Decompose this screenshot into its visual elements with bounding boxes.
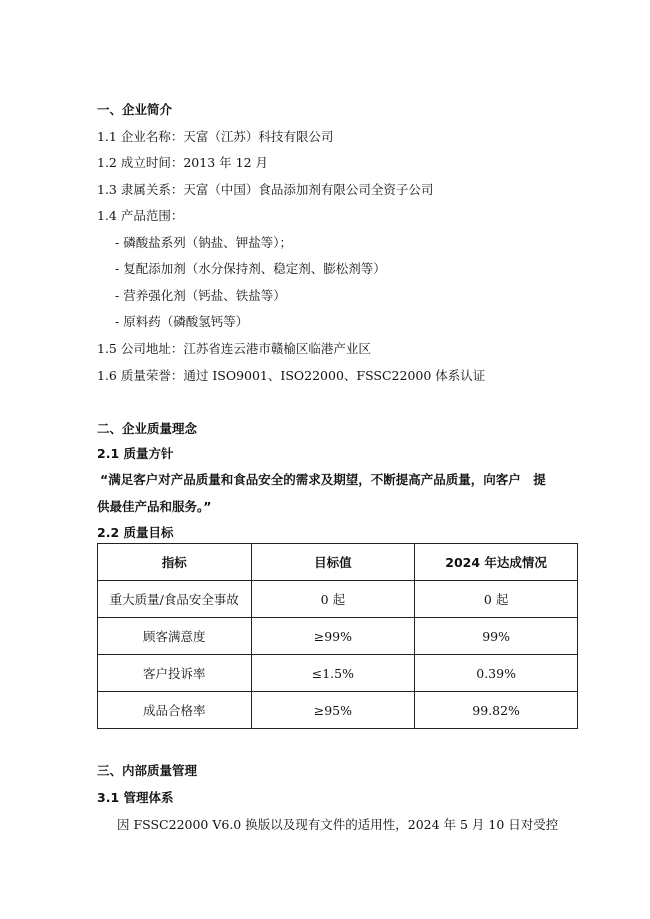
table-cell: 顾客满意度 bbox=[98, 618, 252, 655]
company-name: 1.1 企业名称：天富（江苏）科技有限公司 bbox=[97, 129, 334, 144]
table-cell: 成品合格率 bbox=[98, 692, 252, 729]
quality-honors: 1.6 质量荣誉：通过 ISO9001、ISO22000、FSSC22000 体系认证 bbox=[97, 368, 486, 383]
founding-date: 1.2 成立时间：2013 年 12 月 bbox=[97, 155, 268, 170]
management-system-heading: 3.1 管理体系 bbox=[97, 790, 174, 805]
management-system-text: 因 FSSC22000 V6.0 换版以及现有文件的适用性，2024 年 5 月 10 日对受控 bbox=[117, 817, 559, 832]
table-cell: ≥99% bbox=[251, 618, 415, 655]
section-2-title: 二、企业质量理念 bbox=[97, 421, 198, 436]
quality-policy-heading: 2.1 质量方针 bbox=[97, 446, 174, 461]
table-row bbox=[98, 581, 578, 618]
table-header-row bbox=[98, 544, 578, 581]
section-3-title: 三、内部质量管理 bbox=[97, 763, 198, 778]
quality-policy-text: 供最佳产品和服务。” bbox=[97, 499, 212, 514]
product-item: - 磷酸盐系列（钠盐、钾盐等）； bbox=[115, 235, 292, 250]
quality-goals-table bbox=[97, 543, 578, 729]
table-cell: 99% bbox=[415, 618, 578, 655]
table-row bbox=[98, 618, 578, 655]
quality-goals-heading: 2.2 质量目标 bbox=[97, 525, 174, 540]
table-cell: 99.82% bbox=[415, 692, 578, 729]
section-1-title: 一、企业简介 bbox=[97, 102, 173, 117]
table-cell: ≥95% bbox=[251, 692, 415, 729]
table-cell: 重大质量/食品安全事故 bbox=[98, 581, 252, 618]
table-row bbox=[98, 655, 578, 692]
product-item: - 复配添加剂（水分保持剂、稳定剂、膨松剂等） bbox=[115, 261, 386, 276]
product-item: - 营养强化剂（钙盐、铁盐等） bbox=[115, 288, 286, 303]
company-address: 1.5 公司地址：江苏省连云港市赣榆区临港产业区 bbox=[97, 341, 371, 356]
column-header: 2024 年达成情况 bbox=[415, 544, 578, 581]
table-cell: 0.39% bbox=[415, 655, 578, 692]
column-header: 指标 bbox=[98, 544, 252, 581]
product-item: - 原料药（磷酸氢钙等） bbox=[115, 314, 249, 329]
quality-policy-text: “满足客户对产品质量和食品安全的需求及期望，不断提高产品质量，向客户 提 bbox=[100, 472, 546, 487]
table-row bbox=[98, 692, 578, 729]
table-cell: ≤1.5% bbox=[251, 655, 415, 692]
column-header: 目标值 bbox=[251, 544, 415, 581]
table-cell: 0 起 bbox=[251, 581, 415, 618]
product-scope-label: 1.4 产品范围： bbox=[97, 208, 184, 223]
affiliation: 1.3 隶属关系：天富（中国）食品添加剂有限公司全资子公司 bbox=[97, 182, 434, 197]
table-cell: 0 起 bbox=[415, 581, 578, 618]
table-cell: 客户投诉率 bbox=[98, 655, 252, 692]
